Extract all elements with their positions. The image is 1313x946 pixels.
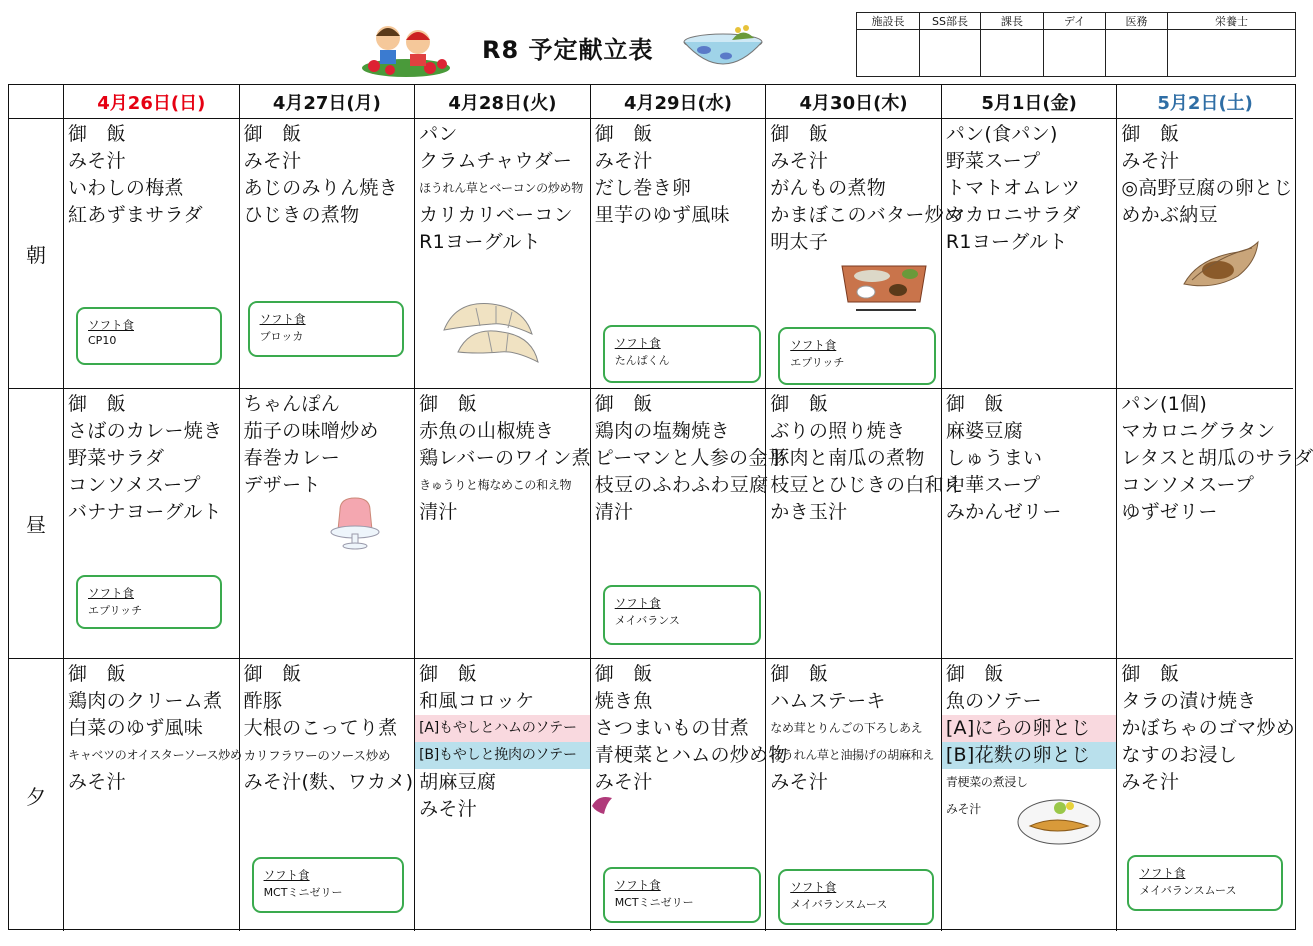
soft-food-label: ソフト食: [614, 596, 661, 610]
day-header: 5月1日(金): [942, 85, 1118, 119]
menu-table: [8, 84, 1313, 930]
menu-items: [244, 391, 413, 499]
soft-food-box: [76, 575, 222, 629]
menu-item: あじのみりん焼き: [243, 177, 398, 199]
menu-item: R1ヨーグルト: [419, 231, 541, 253]
fishbowl-illustration: [682, 20, 764, 74]
menu-items: [68, 391, 237, 526]
stamp-box[interactable]: [857, 30, 920, 77]
menu-item: みそ汁: [419, 798, 478, 820]
menu-items: [770, 391, 964, 526]
menu-item: 御 飯: [594, 123, 653, 145]
menu-item: 御 飯: [419, 663, 478, 685]
menu-item: タラの漬け焼き: [1121, 690, 1257, 712]
menu-item: 御 飯: [594, 663, 653, 685]
menu-item: [B]もやしと挽肉のソテー: [415, 742, 590, 769]
menu-item: 清汁: [594, 501, 634, 523]
menu-item: がんもの煮物: [770, 177, 887, 199]
day-header: 4月26日(日): [64, 85, 240, 119]
menu-item: 青梗菜の煮浸し: [945, 775, 1028, 789]
menu-cell: [64, 389, 240, 659]
menu-item: 枝豆のふわふわ豆腐: [594, 474, 769, 496]
menu-item: カリカリベーコン: [419, 204, 573, 226]
menu-item: いわしの梅煮: [68, 177, 184, 199]
menu-items: [68, 661, 242, 796]
menu-item: さばのカレー焼き: [68, 420, 223, 442]
soft-food-value: ブロッカ: [259, 330, 304, 343]
menu-items: [244, 121, 413, 229]
menu-item: 白菜のゆず風味: [68, 717, 204, 739]
stamp-box[interactable]: [1044, 30, 1106, 77]
approval-table: [856, 12, 1296, 77]
menu-item: 御 飯: [243, 663, 302, 685]
soft-food-box: [603, 585, 761, 645]
stamp-box[interactable]: [1106, 30, 1168, 77]
menu-item: 鶏肉の塩麹焼き: [594, 420, 730, 442]
menu-item: みそ汁: [770, 150, 829, 172]
menu-item: 御 飯: [945, 393, 1004, 415]
menu-item: 麻婆豆腐: [945, 420, 1024, 442]
menu-item: レタスと胡瓜のサラダ: [1121, 447, 1313, 469]
menu-item: ほうれん草とベーコンの炒め物: [419, 181, 583, 195]
menu-item: みそ汁: [68, 771, 126, 793]
soft-food-value: メイバランスムース: [790, 898, 888, 911]
soft-food-label: ソフト食: [88, 318, 134, 332]
menu-item: 御 飯: [1121, 663, 1180, 685]
menu-item: 御 飯: [945, 663, 1004, 685]
menu-item: 鶏肉のクリーム煮: [68, 690, 223, 712]
menu-item: 茄子の味噌炒め: [243, 420, 379, 442]
menu-cell: [766, 659, 942, 931]
menu-item: 鶏レバーのワイン煮: [419, 447, 591, 469]
menu-cell: [1117, 389, 1313, 659]
menu-items: [419, 391, 591, 526]
menu-cell: [591, 119, 767, 389]
menu-item: 御 飯: [770, 123, 829, 145]
day-header: 4月27日(月): [240, 85, 416, 119]
soft-food-box: [603, 325, 761, 383]
approval-header: 課長: [981, 13, 1044, 30]
menu-item: 御 飯: [1121, 123, 1180, 145]
menu-item: 明太子: [770, 231, 829, 253]
menu-item: みそ汁: [243, 150, 302, 172]
menu-cell: [415, 389, 591, 659]
soft-food-value: MCTミニゼリー: [263, 886, 343, 899]
menu-item: なめ茸とりんごの下ろしあえ: [770, 721, 923, 735]
menu-item: 御 飯: [243, 123, 302, 145]
menu-items: [419, 121, 588, 256]
menu-item: クラムチャウダー: [419, 150, 573, 172]
breakfast-tray-illustration: [836, 256, 932, 320]
menu-item: ゆずゼリー: [1121, 501, 1218, 523]
soft-food-label: ソフト食: [1139, 866, 1186, 880]
menu-cell: [766, 389, 964, 659]
soft-food-label: ソフト食: [88, 586, 134, 600]
menu-item: [A]にらの卵とじ: [942, 715, 1117, 742]
menu-item: 枝豆とひじきの白和え: [770, 474, 964, 496]
menu-item: トマトオムレツ: [945, 177, 1081, 199]
menu-items: [595, 121, 764, 229]
approval-header: SS部長: [920, 13, 981, 30]
menu-items: [1121, 391, 1313, 526]
menu-item: 野菜スープ: [945, 150, 1041, 172]
day-header: 4月30日(木): [766, 85, 942, 119]
soft-food-box: [1127, 855, 1283, 911]
soft-food-value: メイバランスムース: [1139, 884, 1237, 897]
menu-item: 青梗菜とハムの炒め物: [594, 744, 788, 766]
menu-item: みそ汁(麩、ワカメ): [243, 771, 414, 793]
meal-label: 夕: [9, 659, 64, 931]
soft-food-value: CP10: [88, 334, 117, 347]
soft-food-label: ソフト食: [614, 336, 661, 350]
menu-item: ハムステーキ: [770, 690, 886, 712]
menu-cell: [415, 659, 591, 931]
menu-item: パン(1個): [1121, 393, 1208, 415]
menu-cell: [1117, 659, 1296, 931]
menu-item: コンソメスープ: [1121, 474, 1255, 496]
stamp-box[interactable]: [981, 30, 1044, 77]
menu-cell: [942, 119, 1118, 389]
menu-item: ひじきの煮物: [243, 204, 360, 226]
soft-food-label: ソフト食: [614, 878, 661, 892]
menu-item: パン(食パン): [945, 123, 1058, 145]
menu-item: 御 飯: [594, 393, 653, 415]
menu-items: [770, 661, 939, 796]
menu-item: キャベツのオイスターソース炒め: [68, 748, 242, 762]
menu-item: ピーマンと人参の金平: [594, 447, 787, 469]
title-area: [360, 14, 780, 78]
approval-header: 栄養士: [1168, 13, 1296, 30]
menu-items: [68, 121, 237, 229]
soft-food-value: エプリッチ: [790, 356, 845, 369]
menu-items: [594, 391, 787, 526]
menu-item: マカロニグラタン: [1121, 420, 1276, 442]
menu-item: コンソメスープ: [68, 474, 201, 496]
approval-header: 施設長: [857, 13, 920, 30]
menu-cell: [240, 659, 416, 931]
menu-item: みそ汁: [770, 771, 829, 793]
soft-food-value: たんぱくん: [614, 354, 670, 367]
approval-header: デイ: [1044, 13, 1106, 30]
menu-item: R1ヨーグルト: [945, 231, 1068, 253]
menu-cell: [942, 389, 1118, 659]
meal-label: 昼: [9, 389, 64, 659]
menu-item: めかぶ納豆: [1121, 204, 1218, 226]
menu-items: [1121, 661, 1296, 796]
menu-cell: [64, 119, 240, 389]
menu-item: 御 飯: [68, 123, 126, 145]
soft-food-label: ソフト食: [263, 868, 310, 882]
page-title: R8 予定献立表: [482, 36, 654, 64]
menu-items: [244, 661, 413, 796]
menu-item: 焼き魚: [594, 690, 653, 712]
menu-items: [419, 661, 588, 823]
menu-item: [A]もやしとハムのソテー: [415, 715, 590, 742]
menu-items: [946, 391, 1115, 526]
menu-item: 中華スープ: [945, 474, 1041, 496]
day-header: 5月2日(土): [1117, 85, 1293, 119]
menu-item: [B]花麩の卵とじ: [942, 742, 1117, 769]
day-header: 4月28日(火): [415, 85, 591, 119]
menu-item: みそ汁: [1121, 150, 1180, 172]
jelly-illustration: [326, 490, 384, 554]
menu-item: 魚のソテー: [945, 690, 1042, 712]
fish-plate-illustration: [1016, 792, 1102, 848]
menu-item: みかんゼリー: [945, 501, 1062, 523]
menu-item: パン: [419, 123, 458, 145]
soft-food-label: ソフト食: [790, 338, 837, 352]
menu-cell: [64, 659, 240, 931]
menu-item: だし巻き卵: [594, 177, 692, 199]
stamp-box[interactable]: [1168, 30, 1296, 77]
menu-item: ぶりの照り焼き: [770, 420, 906, 442]
menu-item: マカロニサラダ: [945, 204, 1081, 226]
menu-items: [1121, 121, 1291, 229]
menu-item: 御 飯: [770, 393, 829, 415]
menu-item: みそ汁: [68, 150, 126, 172]
menu-item: かぼちゃのゴマ炒め: [1121, 717, 1296, 739]
menu-cell: [766, 119, 964, 389]
soft-food-value: MCTミニゼリー: [614, 896, 694, 909]
menu-items: [946, 121, 1115, 256]
menu-cell: [591, 389, 787, 659]
menu-cell: [591, 659, 788, 931]
menu-item: デザート: [243, 474, 321, 496]
menu-item: みそ汁: [945, 802, 981, 816]
sweet-potato-illustration: [590, 794, 614, 816]
soft-food-box: [778, 327, 936, 385]
menu-item: さつまいもの甘煮: [594, 717, 750, 739]
soft-food-box: [76, 307, 222, 365]
menu-item: 和風コロッケ: [419, 690, 535, 712]
menu-item: ちゃんぽん: [243, 393, 341, 415]
menu-item: ほうれん草と油揚げの胡麻和え: [770, 748, 935, 762]
soft-food-box: [248, 301, 404, 357]
approval-header: 医務: [1106, 13, 1168, 30]
menu-item: ◎高野豆腐の卵とじ: [1121, 177, 1293, 199]
menu-item: 豚肉と南瓜の煮物: [770, 447, 925, 469]
day-header: 4月29日(水): [591, 85, 767, 119]
corner-cell: [9, 85, 64, 119]
menu-item: 酢豚: [243, 690, 283, 712]
soft-food-value: メイバランス: [614, 614, 680, 627]
menu-item: 春巻カレー: [243, 447, 341, 469]
menu-item: かき玉汁: [770, 501, 848, 523]
menu-item: 大根のこってり煮: [243, 717, 398, 739]
menu-item: バナナヨーグルト: [68, 501, 222, 523]
menu-item: みそ汁: [1121, 771, 1180, 793]
menu-items: [770, 121, 964, 256]
soft-food-label: ソフト食: [259, 312, 306, 326]
croissant-illustration: [436, 282, 546, 368]
menu-item: きゅうりと梅なめこの和え物: [419, 478, 572, 492]
soft-food-box: [603, 867, 761, 923]
menu-item: 野菜サラダ: [68, 447, 165, 469]
menu-item: 紅あずまサラダ: [68, 204, 203, 226]
soft-food-box: [252, 857, 404, 913]
natto-illustration: [1178, 236, 1264, 294]
menu-cell: [240, 119, 416, 389]
menu-item: みそ汁: [594, 150, 653, 172]
menu-item: 胡麻豆腐: [419, 771, 497, 793]
menu-item: 御 飯: [770, 663, 829, 685]
menu-item: 里芋のゆず風味: [594, 204, 730, 226]
soft-food-label: ソフト食: [790, 880, 837, 894]
menu-item: 御 飯: [68, 663, 126, 685]
menu-item: 清汁: [419, 501, 458, 523]
menu-item: みそ汁: [594, 771, 653, 793]
menu-item: 赤魚の山椒焼き: [419, 420, 555, 442]
menu-item: 御 飯: [68, 393, 126, 415]
menu-item: なすのお浸し: [1121, 744, 1238, 766]
children-farm-illustration: [360, 16, 452, 78]
menu-item: 御 飯: [419, 393, 478, 415]
meal-label: 朝: [9, 119, 64, 389]
menu-item: しゅうまい: [945, 447, 1043, 469]
soft-food-value: エプリッチ: [88, 604, 143, 617]
soft-food-box: [778, 869, 934, 925]
stamp-box[interactable]: [920, 30, 981, 77]
menu-item: かまぼこのバター炒め: [770, 204, 964, 226]
menu-item: カリフラワーのソース炒め: [243, 748, 391, 763]
menu-items: [594, 661, 788, 796]
